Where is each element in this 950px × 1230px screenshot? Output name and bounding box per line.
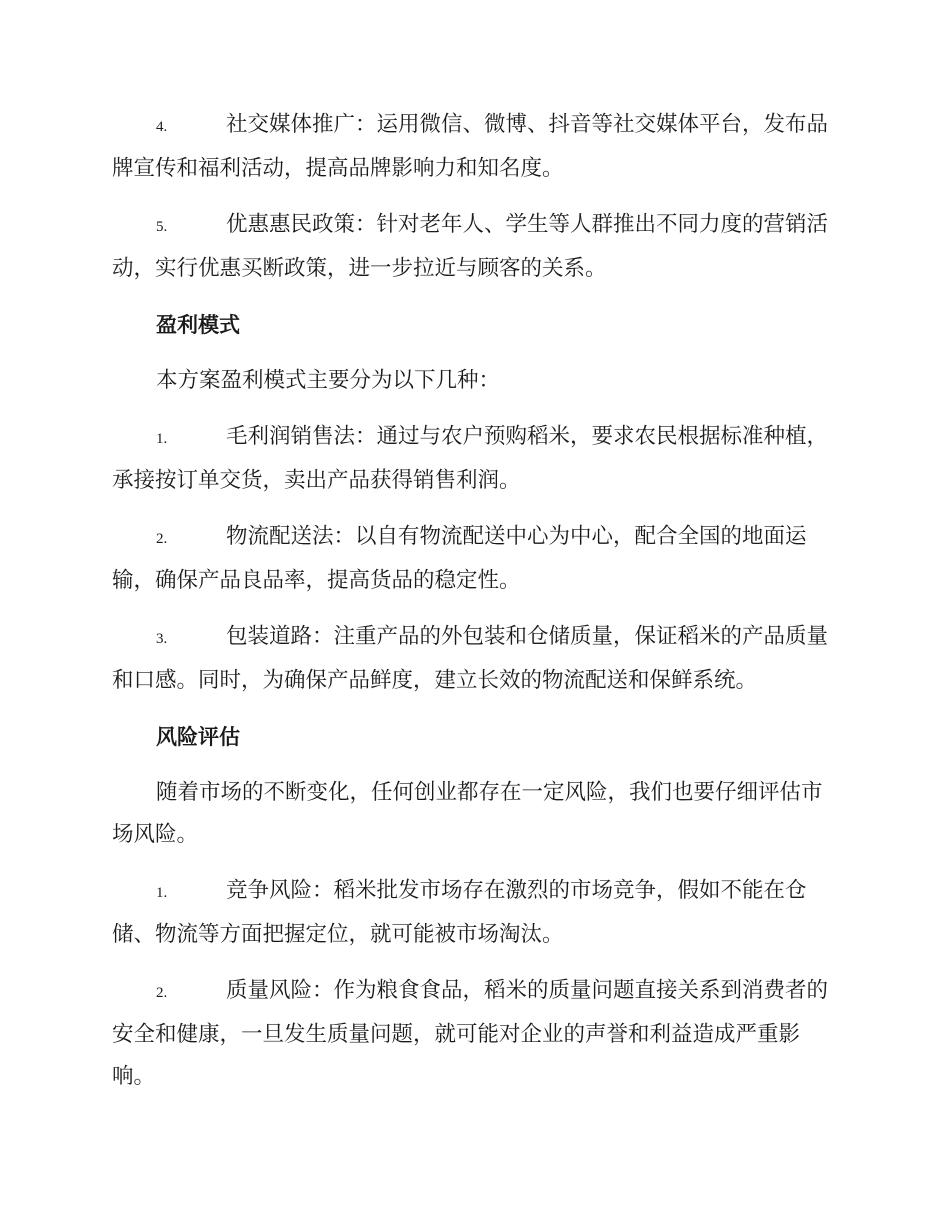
- list-item-text: 竞争风险：稻米批发市场存在激烈的市场竞争，假如不能在仓储、物流等方面把握定位，就可能被市场淘汰。: [112, 878, 807, 947]
- list-item-discount-policy: [112, 204, 836, 290]
- paragraph-profit-intro: 本方案盈利模式主要分为以下几种：: [156, 368, 501, 393]
- list-number: 2.: [156, 531, 168, 547]
- list-number: 3.: [156, 631, 168, 647]
- list-item-gross-profit: [112, 416, 836, 502]
- list-item-quality-risk: [112, 970, 836, 1098]
- list-number: 5.: [156, 219, 168, 235]
- list-item-logistics: [112, 516, 836, 602]
- list-number: 1.: [156, 885, 168, 901]
- list-number: 1.: [156, 431, 168, 447]
- list-item-text: 社交媒体推广：运用微信、微博、抖音等社交媒体平台，发布品牌宣传和福利活动，提高品牌影响力和知名度。: [112, 112, 829, 181]
- list-item-text: 包装道路：注重产品的外包装和仓储质量，保证稻米的产品质量和口感。同时，为确保产品鲜度，建立长效的物流配送和保鲜系统。: [112, 624, 829, 693]
- document-body: [112, 104, 836, 1112]
- section-heading-risk-assessment: 风险评估: [156, 725, 240, 749]
- list-item-text: 优惠惠民政策：针对老年人、学生等人群推出不同力度的营销活动，实行优惠买断政策，进一步拉近与顾客的关系。: [112, 212, 829, 281]
- list-number: 2.: [156, 985, 168, 1001]
- list-item-packaging: [112, 616, 836, 702]
- list-item-social-media: [112, 104, 836, 190]
- paragraph-risk-intro: 随着市场的不断变化，任何创业都存在一定风险，我们也要仔细评估市场风险。: [112, 780, 823, 847]
- list-item-text: 物流配送法：以自有物流配送中心为中心，配合全国的地面运输，确保产品良品率，提高货品的稳定性。: [112, 524, 807, 593]
- list-number: 4.: [156, 119, 168, 135]
- list-item-text: 毛利润销售法：通过与农户预购稻米，要求农民根据标准种植，承接按订单交货，卖出产品获得销售利润。: [112, 424, 829, 493]
- section-heading-profit-model: 盈利模式: [156, 313, 240, 337]
- list-item-text: 质量风险：作为粮食食品，稻米的质量问题直接关系到消费者的安全和健康，一旦发生质量问题，就可能对企业的声誉和利益造成严重影响。: [112, 978, 829, 1089]
- list-item-competition-risk: [112, 870, 836, 956]
